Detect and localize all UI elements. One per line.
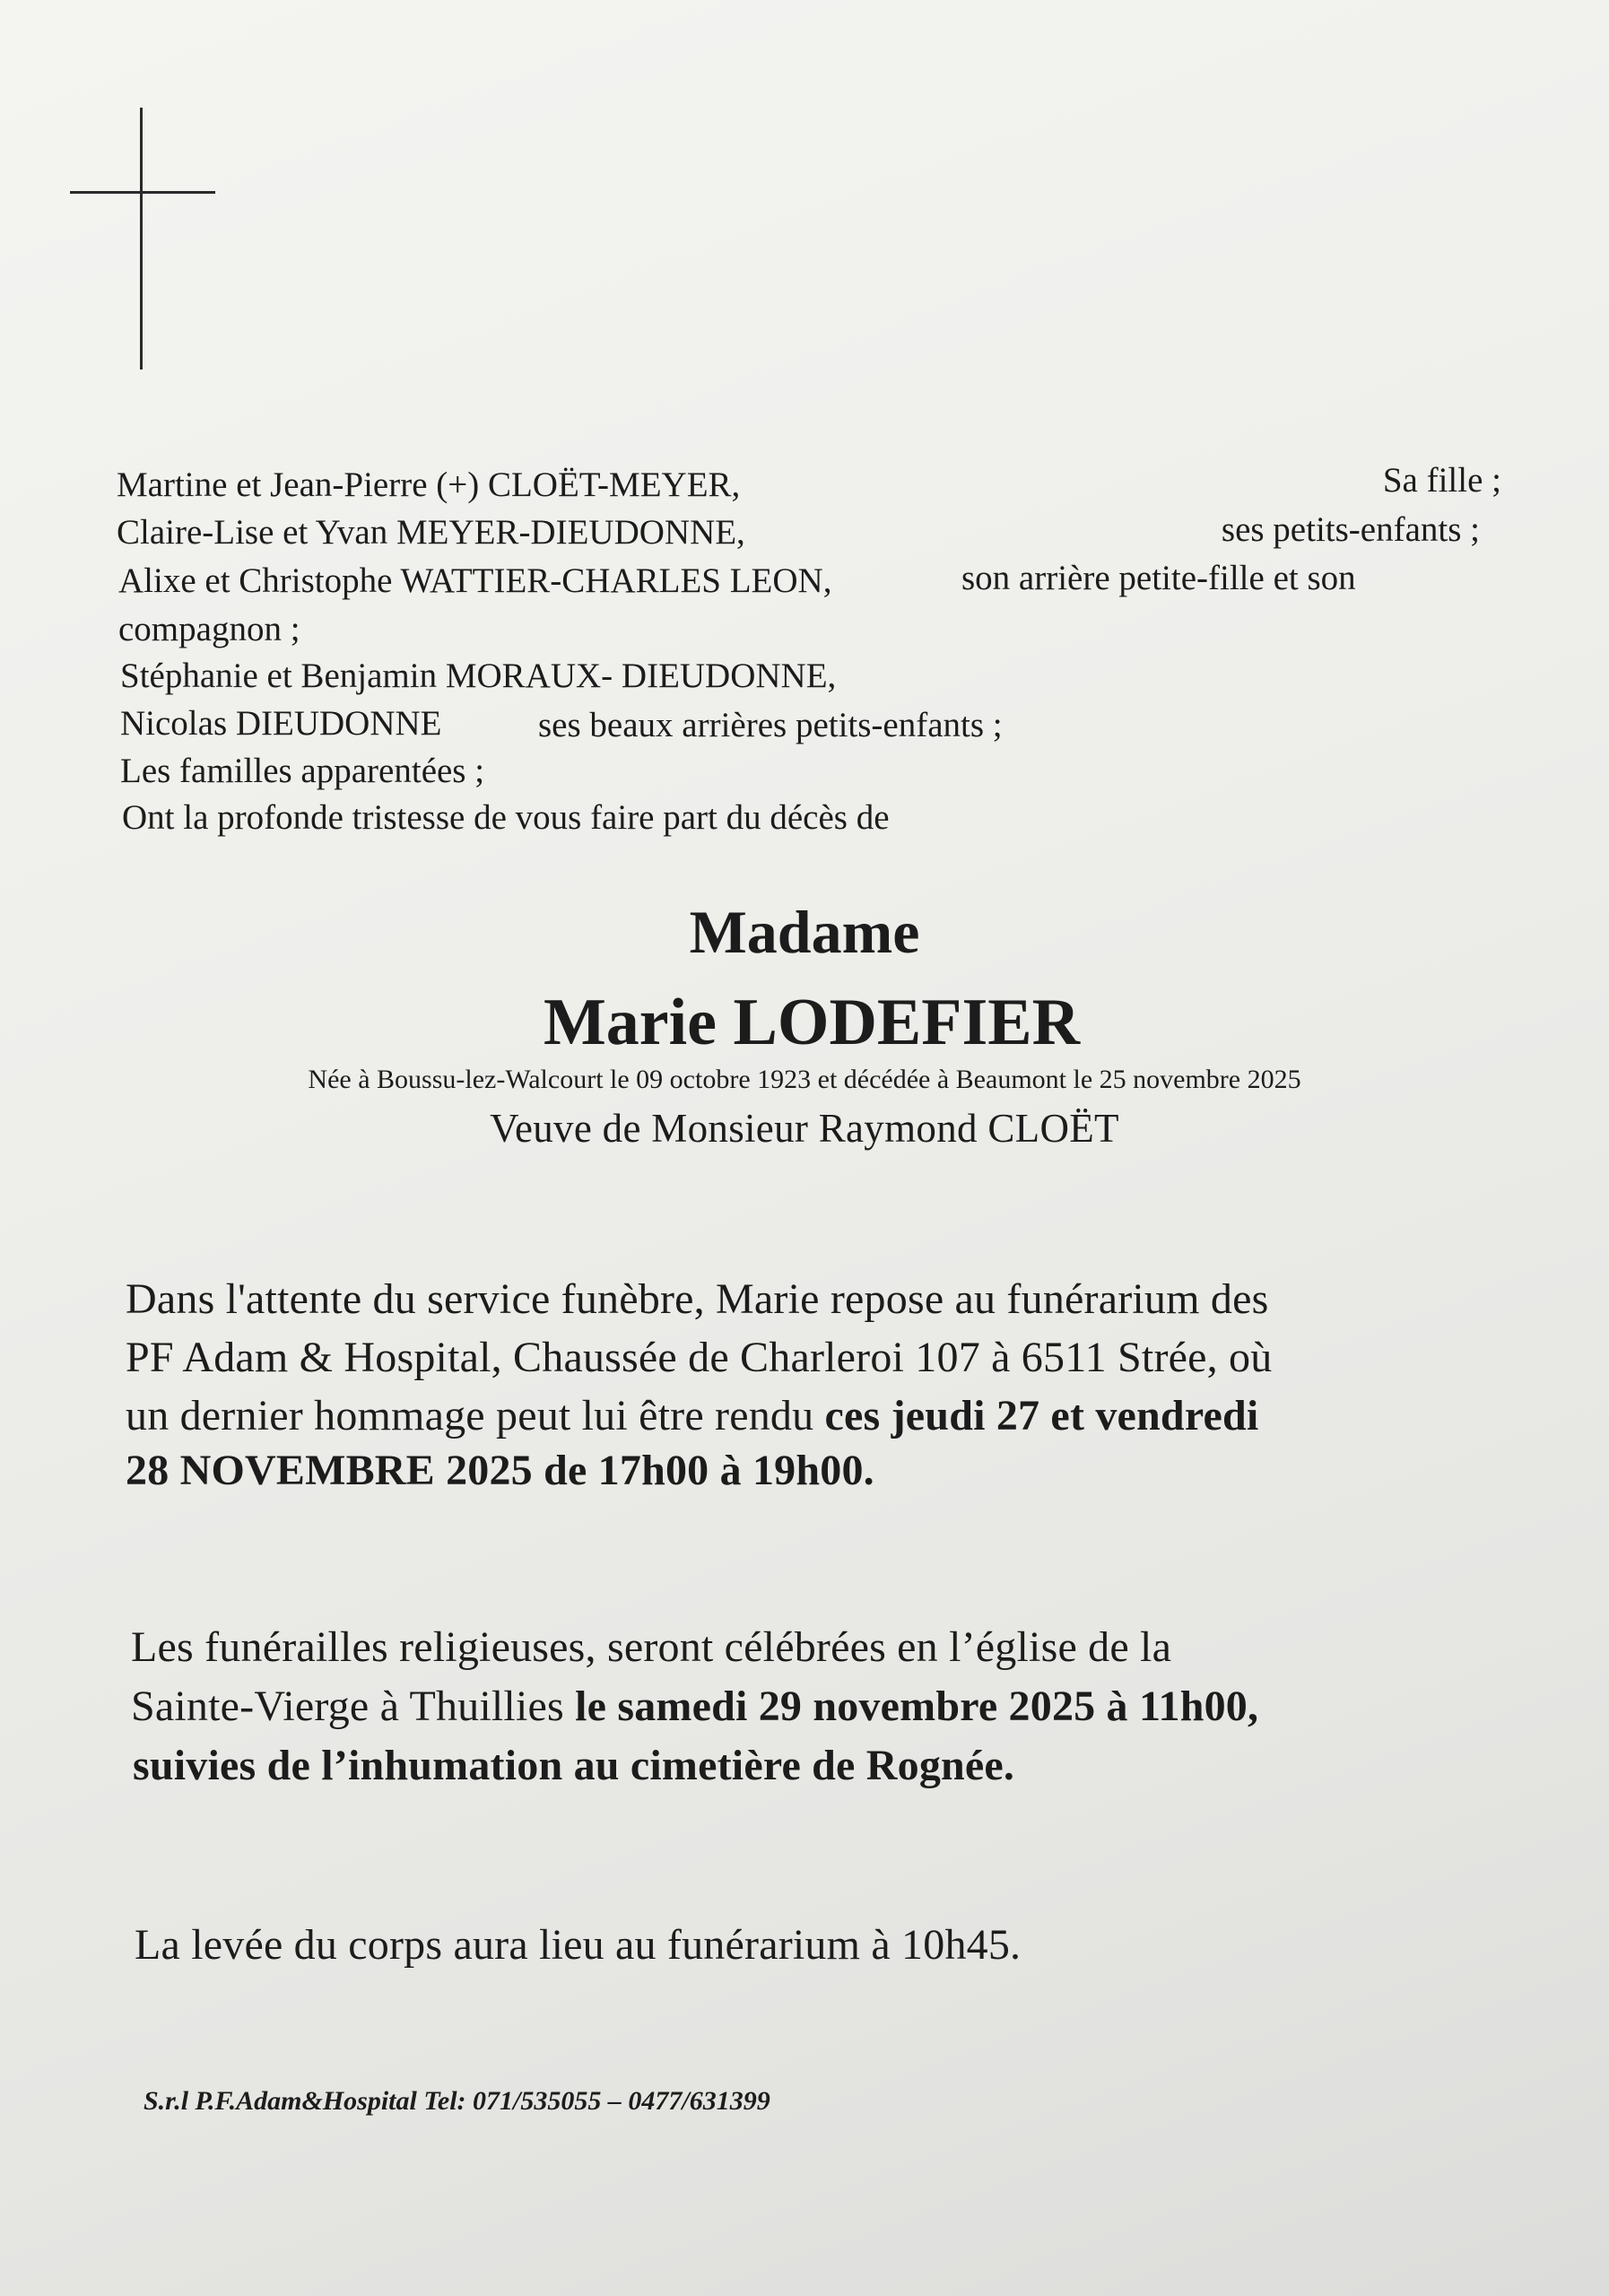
funeral-line-2-regular: Sainte-Vierge à Thuillies	[131, 1683, 576, 1730]
visitation-dates-bold: 28 NOVEMBRE 2025 de 17h00 à 19h00.	[126, 1447, 874, 1494]
widow-line: Veuve de Monsieur Raymond CLOËT	[490, 1106, 1119, 1151]
family-line-3-role: son arrière petite-fille et son	[961, 559, 1356, 597]
levee-line: La levée du corps aura lieu au funérarium à 10h45.	[135, 1921, 1022, 1969]
visitation-line-3	[126, 1388, 1258, 1444]
visitation-line-3-regular: un dernier hommage peut lui être rendu	[126, 1392, 825, 1439]
visitation-line-3-bold: ces jeudi 27 et vendredi	[824, 1392, 1259, 1439]
visitation-line-4	[126, 1443, 874, 1499]
family-line-5: Stéphanie et Benjamin MORAUX- DIEUDONNE,	[120, 657, 837, 695]
family-line-3-name: Alixe et Christophe WATTIER-CHARLES LEON,	[118, 561, 832, 600]
funeral-line-1: Les funérailles religieuses, seront célébrées en l’église de la	[131, 1623, 1172, 1671]
visitation-line-1: Dans l'attente du service funèbre, Marie repose au funérarium des	[126, 1275, 1269, 1323]
family-line-6-name: Nicolas DIEUDONNE	[120, 704, 442, 743]
family-line-7: Les familles apparentées ;	[120, 752, 485, 790]
funeral-line-3-bold: suivies de l’inhumation au cimetière de Rognée.	[133, 1742, 1015, 1789]
family-line-4: compagnon ;	[118, 610, 300, 648]
deceased-name: Marie LODEFIER	[543, 986, 1081, 1059]
family-line-2-name: Claire-Lise et Yvan MEYER-DIEUDONNE,	[117, 513, 745, 552]
deceased-title: Madame	[689, 898, 920, 966]
family-line-2-role: ses petits-enfants ;	[1221, 510, 1480, 549]
funeral-line-2-bold: le samedi 29 novembre 2025 à 11h00,	[575, 1683, 1259, 1730]
family-line-1-name: Martine et Jean-Pierre (+) CLOËT-MEYER,	[117, 465, 741, 504]
cross-vertical-line	[140, 108, 143, 370]
visitation-line-2: PF Adam & Hospital, Chaussée de Charleroi 107 à 6511 Strée, où	[126, 1334, 1273, 1381]
funeral-line-2	[131, 1679, 1258, 1735]
family-line-1-role: Sa fille ;	[1382, 461, 1501, 500]
footer-contact: S.r.l P.F.Adam&Hospital Tel: 071/535055 – 0477/631399	[144, 2086, 770, 2116]
family-line-8: Ont la profonde tristesse de vous faire part du décès de	[122, 798, 890, 837]
birth-death-line: Née à Boussu-lez-Walcourt le 09 octobre 1923 et décédée à Beaumont le 25 novembre 2025	[308, 1065, 1301, 1094]
family-line-6-role: ses beaux arrières petits-enfants ;	[538, 706, 1003, 744]
cross-horizontal-line	[70, 191, 215, 194]
funeral-line-3	[133, 1738, 1014, 1794]
